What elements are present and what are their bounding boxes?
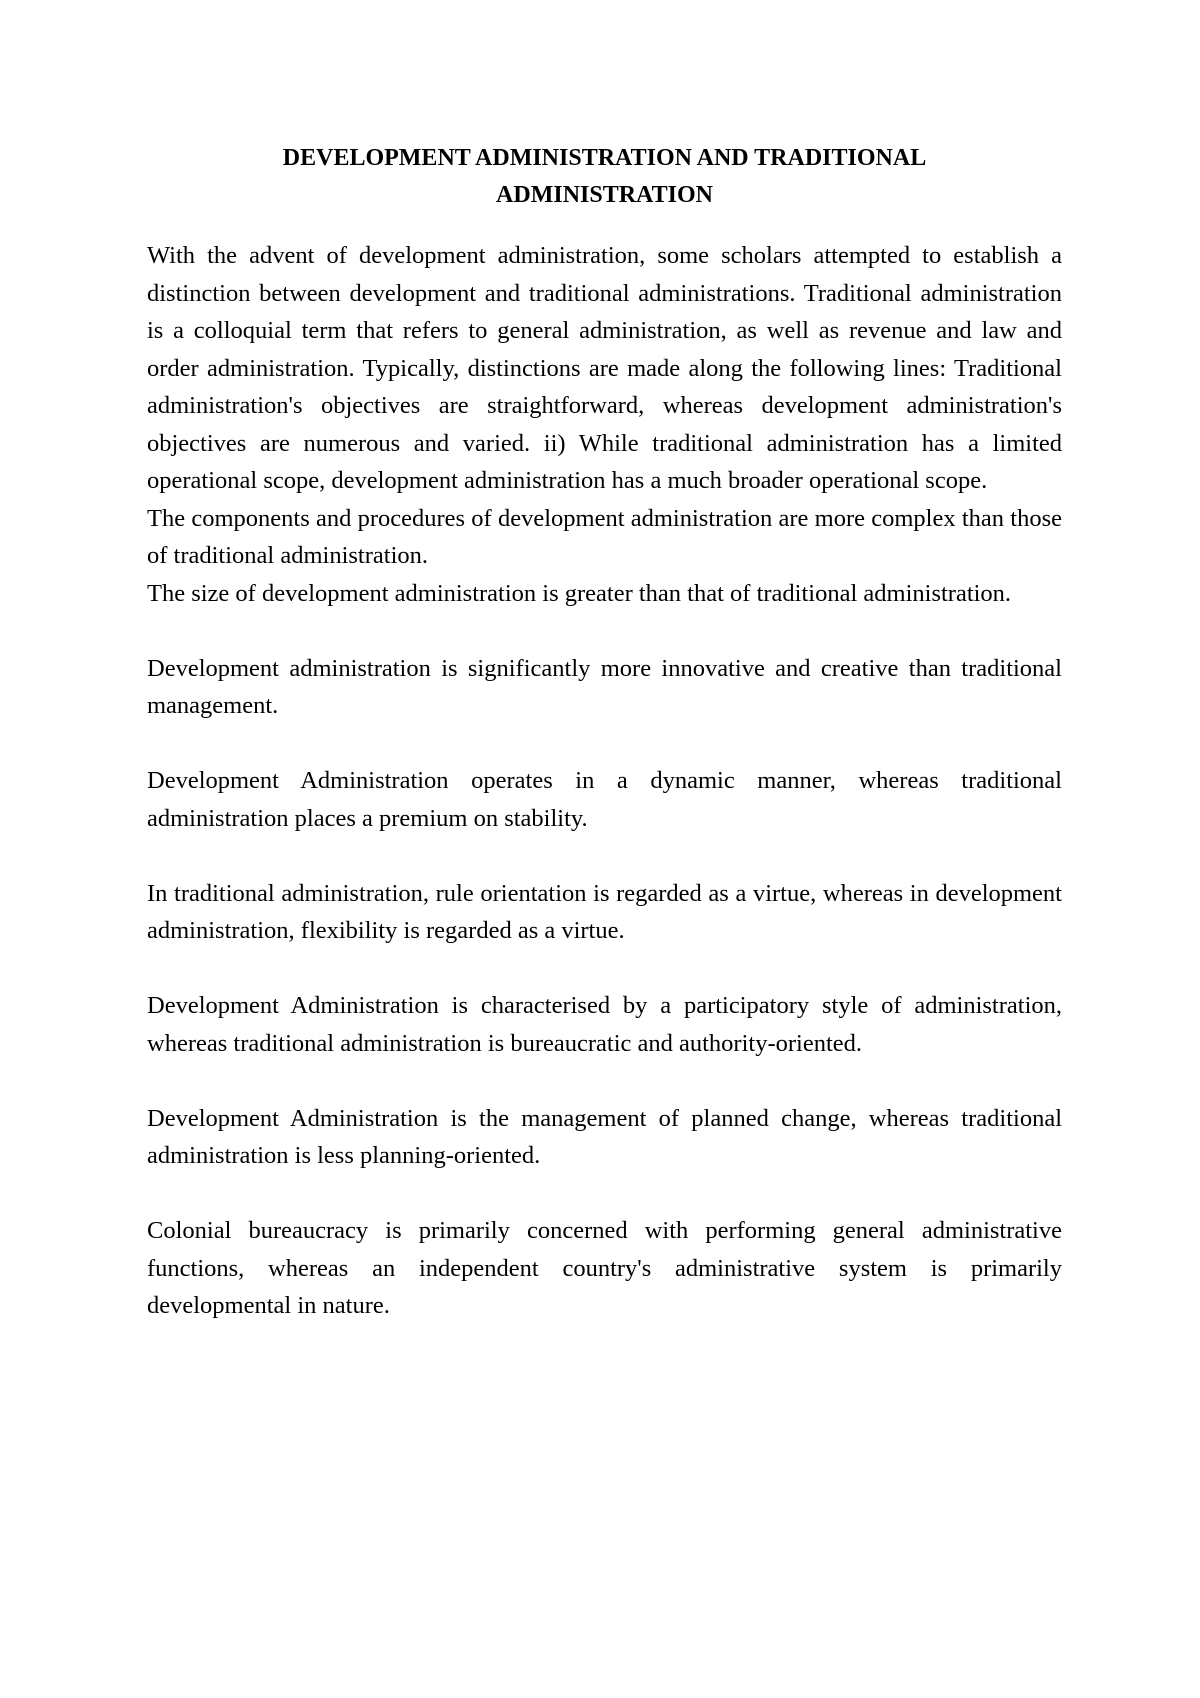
document-page: [147, 140, 1062, 1325]
paragraph-components: The components and procedures of development administration are more complex than those of traditional administration.: [147, 504, 1062, 569]
paragraph-size: The size of development administration is greater than that of traditional administration.: [147, 579, 1012, 607]
paragraph-flexibility: In traditional administration, rule orientation is regarded as a virtue, whereas in development administration, flexibility is regarded as a virtue.: [147, 879, 1062, 944]
paragraph-participatory: Development Administration is characterised by a participatory style of administration, whereas traditional administration is bureaucratic and authority-oriented.: [147, 992, 1062, 1057]
paragraph-colonial: Colonial bureaucracy is primarily concerned with performing general administrative functions, whereas an independent country's administrative system is primarily developmental in nature.: [147, 1217, 1062, 1319]
paragraph-innovation: Development administration is significantly more innovative and creative than traditional management.: [147, 654, 1062, 719]
paragraph-planned-change: Development Administration is the management of planned change, whereas traditional administration is less planning-oriented.: [147, 1104, 1062, 1169]
title-line-2: ADMINISTRATION: [496, 182, 713, 208]
paragraph-dynamic: Development Administration operates in a dynamic manner, whereas traditional administration places a premium on stability.: [147, 767, 1062, 832]
title-line-1: DEVELOPMENT ADMINISTRATION AND TRADITIONAL: [282, 145, 927, 171]
document-title: [147, 140, 1062, 214]
paragraph-intro: With the advent of development administration, some scholars attempted to establish a distinction between development and traditional administrations. Traditional administration is a colloquial term that refers to general administration, as well as revenue and law and order administration. Typically, distinctions are made along the following lines: Traditional administration's objectives are straightforward, whereas development administration's objectives are numerous and varied. ii) While traditional administration has a limited operational scope, development administration has a much broader operational scope.: [147, 242, 1062, 494]
